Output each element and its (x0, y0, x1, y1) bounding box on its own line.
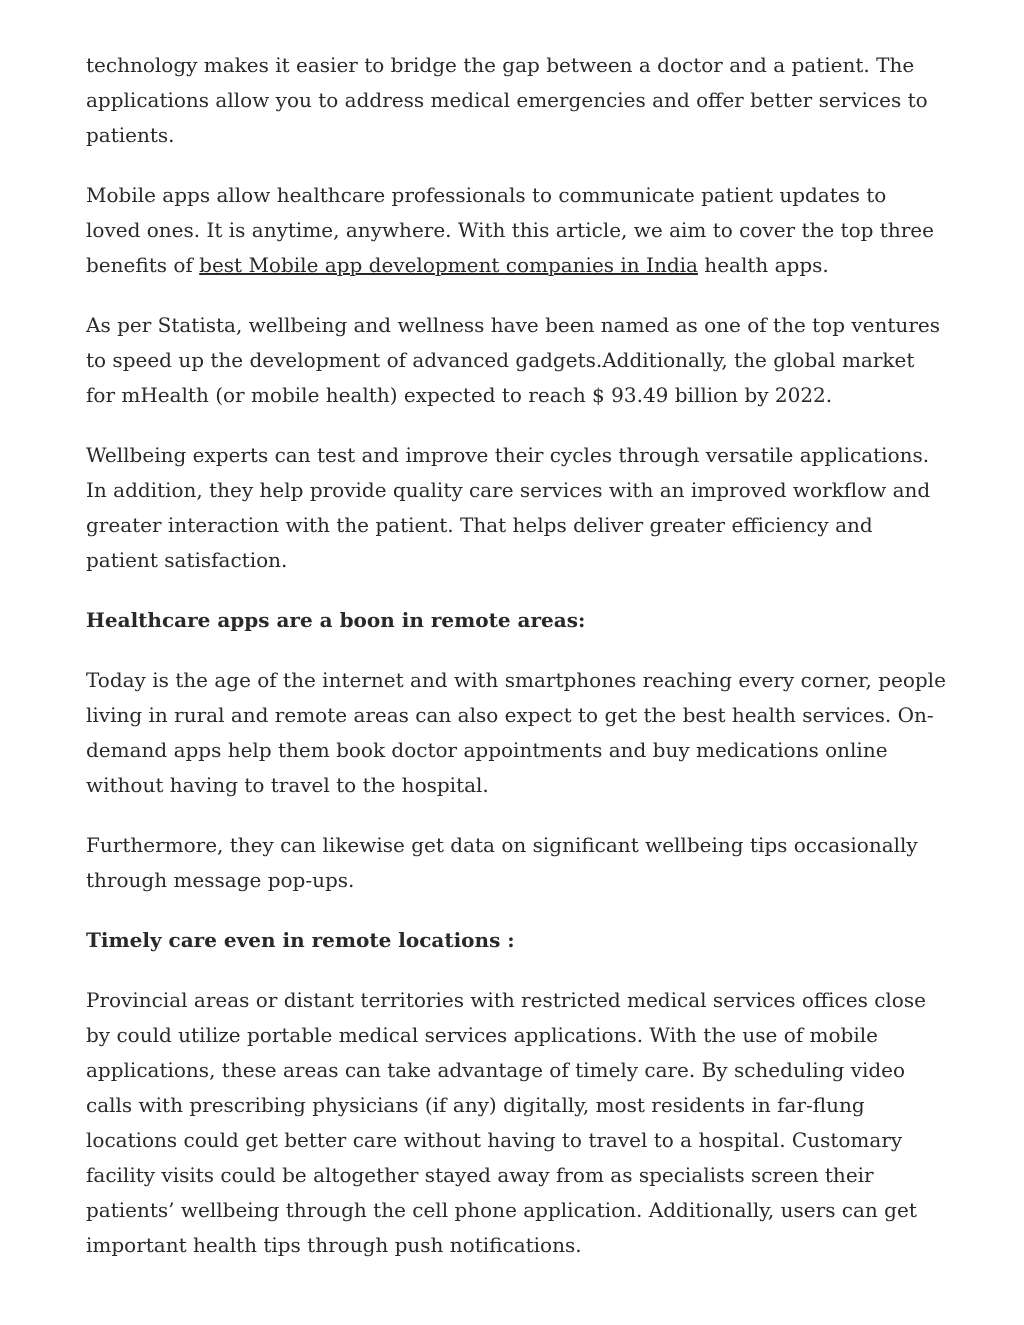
paragraph-text: Mobile apps allow healthcare professionals to communicate patient updates to loved ones. It is anytime, anywhere. With this article, we aim to cover the top three benefits of (86, 183, 934, 277)
paragraph-intro-continued: technology makes it easier to bridge the gap between a doctor and a patient. The applications allow you to address medical emergencies and offer better services to patients. (86, 53, 928, 147)
heading-timely-care: Timely care even in remote locations : (86, 928, 515, 952)
paragraph-wellbeing-experts: Wellbeing experts can test and improve their cycles through versatile applications. In addition, they help provide quality care services with an improved workflow and greater interaction with the patient. That helps deliver greater efficiency and patient satisfaction. (86, 443, 931, 572)
article-body (86, 48, 946, 1288)
paragraph-internet-age: Today is the age of the internet and with smartphones reaching every corner, people living in rural and remote areas can also expect to get the best health services. On-demand apps help them book doctor appointments and buy medications online without having to travel to the hospital. (86, 668, 946, 797)
paragraph-provincial-areas: Provincial areas or distant territories with restricted medical services offices close by could utilize portable medical services applications. With the use of mobile applications, these areas can take advantage of timely care. By scheduling video calls with prescribing physicians (if any) digitally, most residents in far-flung locations could get better care without having to travel to a hospital. Customary facility visits could be altogether stayed away from as specialists screen their patients’ wellbeing through the cell phone application. Additionally, users can get important health tips through push notifications. (86, 988, 926, 1257)
paragraph-wellbeing-tips: Furthermore, they can likewise get data on significant wellbeing tips occasionally through message pop-ups. (86, 833, 918, 892)
mobile-app-companies-link[interactable]: best Mobile app development companies in India (199, 253, 698, 277)
heading-remote-areas: Healthcare apps are a boon in remote areas: (86, 608, 586, 632)
paragraph-text: health apps. (697, 253, 829, 277)
paragraph-mobile-apps (86, 178, 946, 283)
paragraph-statista: As per Statista, wellbeing and wellness have been named as one of the top ventures to speed up the development of advanced gadgets.Additionally, the global market for mHealth (or mobile health) expected to reach $ 93.49 billion by 2022. (86, 313, 940, 407)
